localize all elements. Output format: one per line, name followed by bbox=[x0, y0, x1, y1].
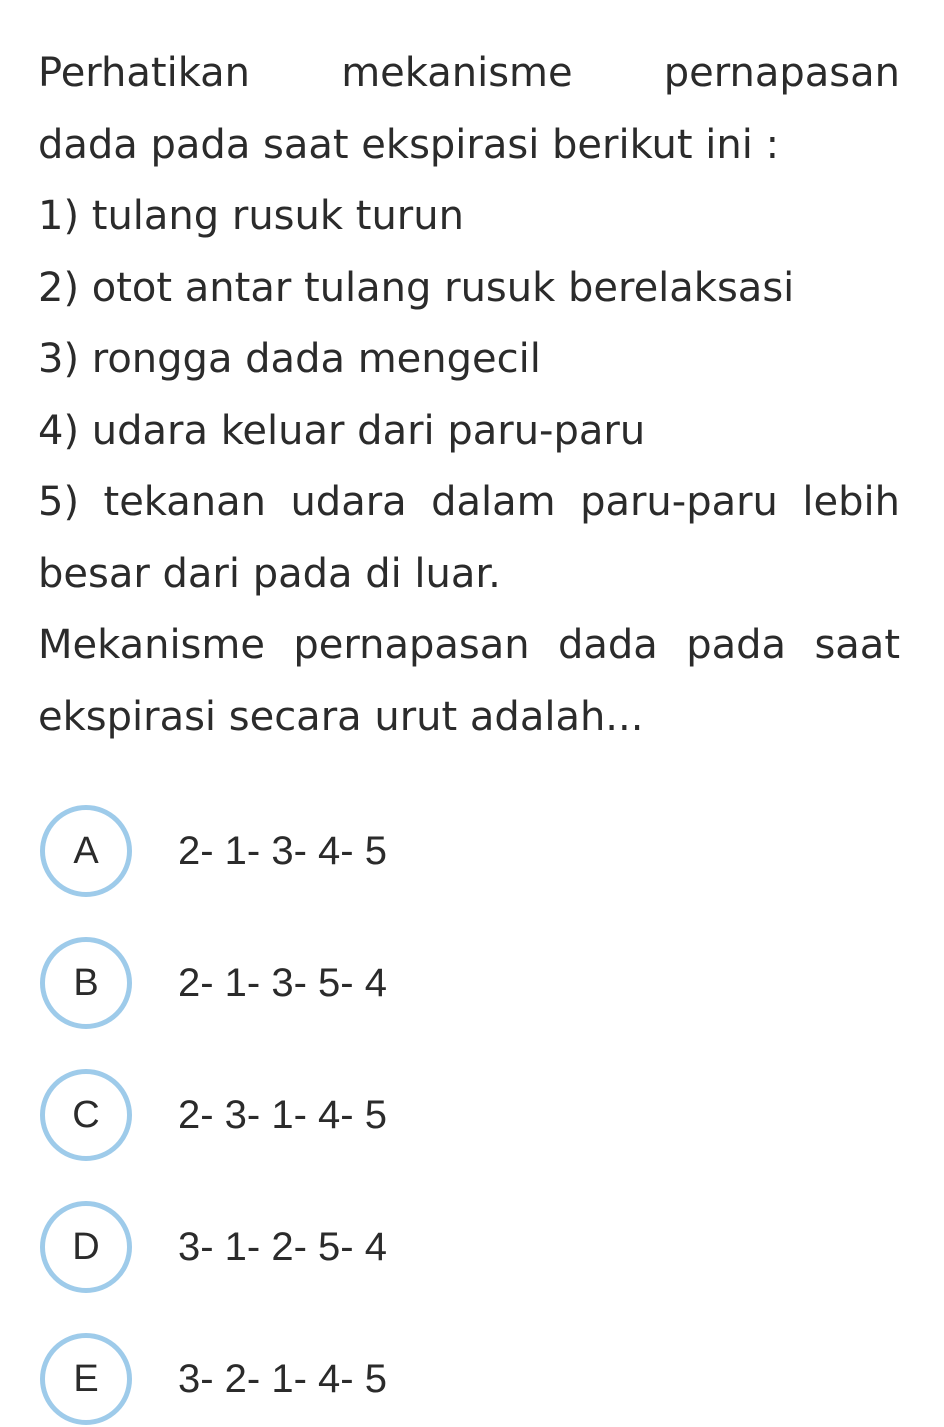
prompt-word: saat bbox=[814, 622, 900, 668]
prompt-word: pada bbox=[686, 622, 787, 668]
statement-2: 2) otot antar tulang rusuk berelaksasi bbox=[38, 264, 795, 311]
option-d-text: 3- 1- 2- 5- 4 bbox=[178, 1224, 387, 1269]
question-word: pernapasan bbox=[663, 50, 900, 96]
option-a-letter-badge: A bbox=[40, 805, 132, 897]
question-line-2: dada pada saat ekspirasi berikut ini : bbox=[38, 121, 780, 168]
question-text bbox=[38, 38, 900, 753]
prompt-word: Mekanisme bbox=[38, 622, 265, 668]
statement-word: dalam bbox=[431, 479, 556, 525]
option-c[interactable] bbox=[40, 1067, 900, 1163]
statement-3: 3) rongga dada mengecil bbox=[38, 336, 541, 382]
prompt-word: dada bbox=[558, 622, 658, 668]
statement-4: 4) udara keluar dari paru-paru bbox=[38, 407, 646, 454]
option-d-letter-badge: D bbox=[40, 1201, 132, 1293]
option-c-letter-badge: C bbox=[40, 1069, 132, 1161]
option-e-text: 3- 2- 1- 4- 5 bbox=[178, 1356, 387, 1401]
option-e[interactable] bbox=[40, 1331, 900, 1427]
question-word: Perhatikan bbox=[38, 50, 251, 96]
question-line-1 bbox=[38, 38, 900, 110]
statement-word: paru-paru bbox=[580, 479, 778, 525]
question-word: mekanisme bbox=[341, 50, 573, 96]
option-c-text: 2- 3- 1- 4- 5 bbox=[178, 1092, 387, 1137]
prompt-word: pernapasan bbox=[293, 622, 530, 668]
option-b[interactable] bbox=[40, 935, 900, 1031]
statement-word: 5) bbox=[38, 479, 80, 525]
statement-1: 1) tulang rusuk turun bbox=[38, 193, 464, 239]
statement-word: lebih bbox=[802, 479, 900, 525]
prompt-line-1 bbox=[38, 610, 900, 682]
statement-5-line-1 bbox=[38, 467, 900, 539]
option-a-text: 2- 1- 3- 4- 5 bbox=[178, 828, 387, 873]
option-b-letter-badge: B bbox=[40, 937, 132, 1029]
option-b-text: 2- 1- 3- 5- 4 bbox=[178, 960, 387, 1005]
statement-word: tekanan bbox=[103, 479, 266, 525]
option-d[interactable] bbox=[40, 1199, 900, 1295]
option-e-letter-badge: E bbox=[40, 1333, 132, 1425]
prompt-line-2: ekspirasi secara urut adalah... bbox=[38, 693, 644, 740]
statement-word: udara bbox=[290, 479, 407, 525]
option-a[interactable] bbox=[40, 803, 900, 899]
statement-5-line-2: besar dari pada di luar. bbox=[38, 550, 501, 597]
